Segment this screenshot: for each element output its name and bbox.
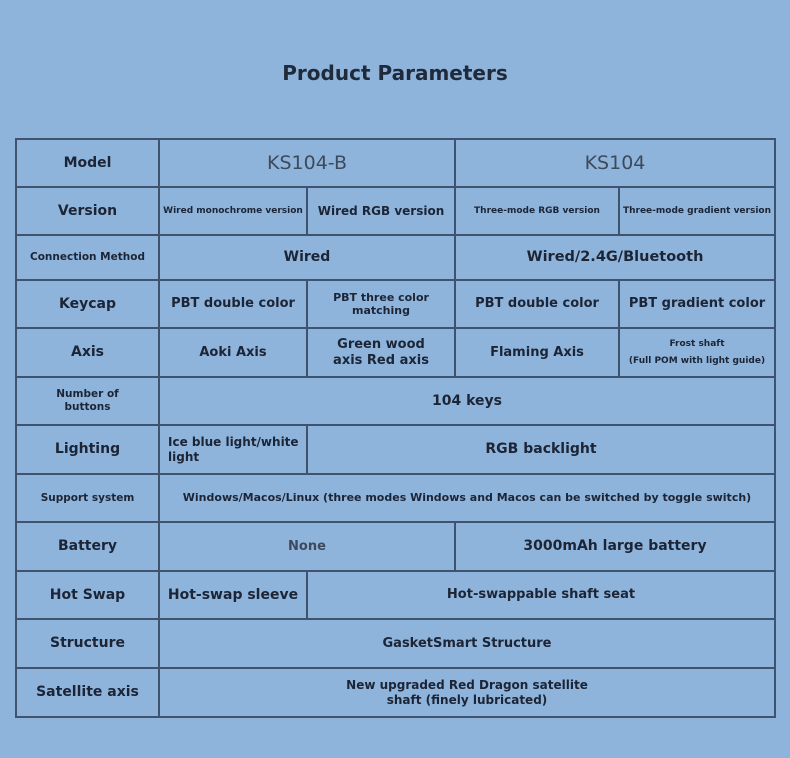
hotswap-label: Hot Swap xyxy=(17,572,160,620)
keycap-v4: PBT gradient color xyxy=(620,281,774,329)
model-ks104: KS104 xyxy=(456,140,774,188)
parameters-table xyxy=(15,138,776,718)
version-wired-mono: Wired monochrome version xyxy=(160,188,308,236)
structure-value: GasketSmart Structure xyxy=(160,620,774,669)
page-title: Product Parameters xyxy=(282,61,508,85)
buttons-value: 104 keys xyxy=(160,378,774,426)
connection-label: Connection Method xyxy=(17,236,160,281)
keycap-v1: PBT double color xyxy=(160,281,308,329)
axis-label: Axis xyxy=(17,329,160,378)
model-ks104b: KS104-B xyxy=(160,140,456,188)
satellite-label: Satellite axis xyxy=(17,669,160,716)
support-value: Windows/Macos/Linux (three modes Windows and Macos can be switched by toggle switch) xyxy=(160,475,774,523)
version-three-mode-rgb: Three-mode RGB version xyxy=(456,188,620,236)
battery-ks104: 3000mAh large battery xyxy=(456,523,774,572)
axis-v1: Aoki Axis xyxy=(160,329,308,378)
model-label: Model xyxy=(17,140,160,188)
axis-v4-line1: Frost shaft xyxy=(669,338,725,349)
lighting-v1: Ice blue light/white light xyxy=(160,426,308,475)
version-label: Version xyxy=(17,188,160,236)
axis-v3: Flaming Axis xyxy=(456,329,620,378)
support-label: Support system xyxy=(17,475,160,523)
connection-ks104b: Wired xyxy=(160,236,456,281)
keycap-label: Keycap xyxy=(17,281,160,329)
axis-v4 xyxy=(620,329,774,378)
version-three-mode-gradient: Three-mode gradient version xyxy=(620,188,774,236)
structure-label: Structure xyxy=(17,620,160,669)
lighting-rgb: RGB backlight xyxy=(308,426,774,475)
satellite-value xyxy=(160,669,774,716)
connection-ks104: Wired/2.4G/Bluetooth xyxy=(456,236,774,281)
lighting-label: Lighting xyxy=(17,426,160,475)
keycap-v2: PBT three color matching xyxy=(308,281,456,329)
axis-v4-line2: (Full POM with light guide) xyxy=(628,355,766,366)
battery-ks104b: None xyxy=(160,523,456,572)
axis-v2: Green wood axis Red axis xyxy=(308,329,456,378)
buttons-label: Number of buttons xyxy=(17,378,160,426)
hotswap-rest: Hot-swappable shaft seat xyxy=(308,572,774,620)
battery-label: Battery xyxy=(17,523,160,572)
hotswap-v1: Hot-swap sleeve xyxy=(160,572,308,620)
version-wired-rgb: Wired RGB version xyxy=(308,188,456,236)
satellite-value-text: New upgraded Red Dragon satellite shaft (finely lubricated) xyxy=(346,678,588,707)
keycap-v3: PBT double color xyxy=(456,281,620,329)
